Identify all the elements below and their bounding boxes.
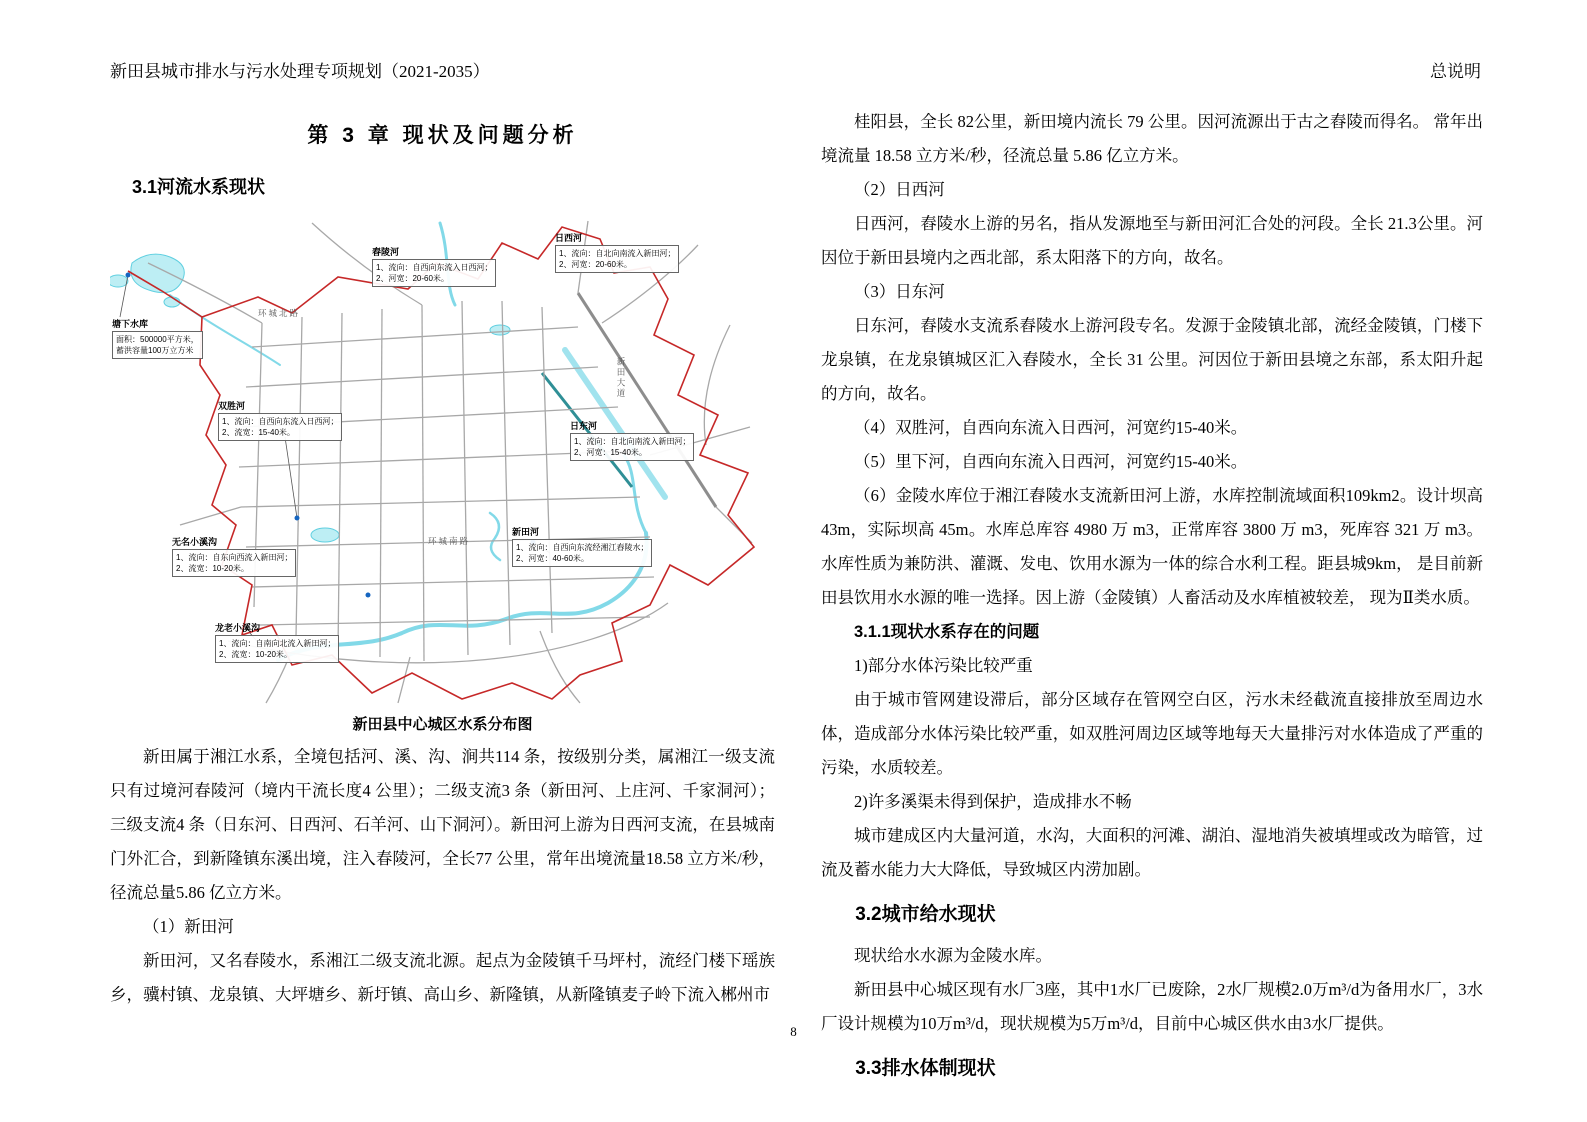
water-system-map-figure <box>110 205 775 734</box>
map-annotation-chunlinghe <box>372 245 496 287</box>
map-annotation-line: 1、流向：自北向南流入新田河； <box>559 249 676 258</box>
map-annotation-line: 面积：500000平方米， <box>116 335 199 344</box>
paragraph-problem-1: 由于城市管网建设滞后，部分区域存在管网空白区，污水未经截流直接排放至周边水体，造成部分水体污染比较严重，如双胜河周边区域等地每天大量排污对水体造成了严重的污染，水质较差。 <box>821 690 1483 777</box>
map-annotation-box <box>172 549 296 577</box>
paragraph-problem-2: 城市建成区内大量河道，水沟，大面积的河滩、湖泊、湿地消失被填埋或改为暗管，过流及蓄水能力大大降低，导致城区内涝加剧。 <box>821 826 1483 879</box>
problem-2-heading: 2)许多溪渠未得到保护，造成排水不畅 <box>854 792 1132 811</box>
map-annotation-box <box>555 245 679 273</box>
map-annotation-line: 1、流向：自西向东流经湘江舂陵水； <box>516 543 649 552</box>
item-5-lixiahe: （5）里下河，自西向东流入日西河，河宽约15-40米。 <box>854 452 1248 471</box>
item-heading-1-xintianhe: （1）新田河 <box>143 917 234 936</box>
right-column <box>821 105 1483 1093</box>
paragraph-xintianhe: 新田河，又名春陵水，系湘江二级支流北源。起点为金陵镇千马坪村，流经门楼下瑶族乡，骥村镇、龙泉镇、大坪塘乡、新圩镇、高山乡、新隆镇，从新隆镇麦子岭下流入郴州市 <box>110 951 775 1004</box>
map-annotation-title: 舂陵河 <box>372 247 400 257</box>
map-annotation-box <box>512 539 652 567</box>
map-annotation-title: 塘下水库 <box>112 319 149 329</box>
paragraph-guiyang-continuation: 桂阳县，全长 82公里，新田境内流长 79 公里。因河流源出于古之舂陵而得名。 常年出境流量 18.58 立方米/秒，径流总量 5.86 亿立方米。 <box>821 112 1483 165</box>
item-4-shuangshenghe: （4）双胜河，自西向东流入日西河，河宽约15-40米。 <box>854 418 1248 437</box>
header-right-label: 总说明 <box>1430 62 1481 81</box>
map-annotation-line: 1、流向：自西向东流入日西河； <box>222 417 339 426</box>
map-annotation-line: 2、流宽：15-40米。 <box>222 428 295 437</box>
section-heading-3-1: 3.1河流水系现状 <box>132 177 266 197</box>
map-annotation-shuangshenghe <box>218 399 342 441</box>
map-annotation-rixihe <box>555 231 679 273</box>
map-annotation-title: 双胜河 <box>218 401 246 411</box>
map-annotation-line: 2、流宽：10-20米。 <box>176 564 249 573</box>
map-annotation-ridonghe <box>570 419 694 461</box>
item-heading-3-ridonghe: （3）日东河 <box>854 282 945 301</box>
header-left-title: 新田县城市排水与污水处理专项规划（2021-2035） <box>110 62 490 81</box>
map-annotation-tangxia-reservoir <box>112 317 203 359</box>
item-heading-2-rixihe: （2）日西河 <box>854 180 945 199</box>
chapter-title: 第 3 章 现状及问题分析 <box>307 124 578 147</box>
map-annotation-line: 2、河宽：20-60米。 <box>376 274 449 283</box>
road-label-south-ring: 环城南路 <box>428 536 471 546</box>
water-system-map <box>110 205 755 705</box>
map-annotation-line: 蓄洪容量100万立方米 <box>116 346 194 355</box>
item-6-jinling-reservoir: （6）金陵水库位于湘江舂陵水支流新田河上游，水库控制流域面积109km2。设计坝高43m，实际坝高 45m。水库总库容 4980 万 m3，正常库容 3800 万 m3，死库容 321 万 m3。水库性质为兼防洪、灌溉、发电、饮用水源为一体的综合水利工程。距县城9km， 是目前新田县饮用水水源的唯一选择。因上游（金陵镇）人畜活动及水库植被较差， 现为Ⅱ类水质。 <box>821 486 1483 607</box>
map-annotation-line: 1、流向：自东向西流入新田河； <box>176 553 293 562</box>
map-annotation-longlao-creek <box>215 621 339 663</box>
map-annotation-line: 1、流向：自西向东流入日西河； <box>376 263 493 272</box>
map-caption: 新田县中心城区水系分布图 <box>352 716 533 733</box>
map-annotation-title: 无名小溪沟 <box>172 537 218 547</box>
map-annotation-line: 2、河宽：20-60米。 <box>559 260 632 269</box>
page-header <box>110 57 1481 82</box>
map-annotation-xintianhe <box>512 525 652 567</box>
map-annotation-title: 新田河 <box>512 527 540 537</box>
map-annotation-line: 2、流宽：10-20米。 <box>219 650 292 659</box>
section-heading-3-2: 3.2城市给水现状 <box>855 904 996 925</box>
map-annotation-box <box>218 413 342 441</box>
problem-1-heading: 1)部分水体污染比较严重 <box>854 656 1033 675</box>
paragraph-ridonghe: 日东河，舂陵水支流系舂陵水上游河段专名。发源于金陵镇北部，流经金陵镇，门楼下龙泉镇，在龙泉镇城区汇入舂陵水，全长 31 公里。河因位于新田县境之东部，系太阳升起的方向，故名。 <box>821 316 1483 403</box>
map-annotation-title: 日东河 <box>570 421 598 431</box>
left-column <box>110 105 775 1093</box>
map-annotation-title: 龙老小溪沟 <box>215 623 261 633</box>
paragraph-overview: 新田属于湘江水系，全境包括河、溪、沟、涧共114 条，按级别分类，属湘江一级支流只有过境河春陵河（境内干流长度4 公里）；二级支流3 条（新田河、上庄河、千家洞河）；三级支流4 条（日东河、日西河、石羊河、山下洞河）。新田河上游为日西河支流，在县城南门外汇合，到新隆镇东溪出境，注入春陵河，全长77 公里，常年出境流量18.58 立方米/秒，径流总量5.86 亿立方米。 <box>110 747 775 902</box>
section-heading-3-1-1: 3.1.1现状水系存在的问题 <box>854 623 1040 641</box>
road-label-xintian-avenue: 新田大道 <box>616 357 626 399</box>
map-annotation-box <box>372 259 496 287</box>
page-number: 8 <box>790 1024 797 1039</box>
two-column-layout <box>110 105 1483 1093</box>
section-heading-3-3: 3.3排水体制现状 <box>855 1058 996 1079</box>
map-annotation-wuming-creek <box>172 535 296 577</box>
map-annotation-line: 1、流向：自北向南流入新田河； <box>574 437 691 446</box>
paragraph-water-plants: 新田县中心城区现有水厂3座，其中1水厂已废除，2水厂规模2.0万m³/d为备用水厂，3水厂设计规模为10万m³/d，现状规模为5万m³/d，目前中心城区供水由3水厂提供。 <box>821 980 1483 1033</box>
map-annotation-line: 2、河宽：40-60米。 <box>516 554 589 563</box>
map-annotation-box <box>112 331 203 359</box>
map-annotation-line: 1、流向：自南向北流入新田河； <box>219 639 336 648</box>
road-label-north-ring: 环城北路 <box>258 308 301 318</box>
map-annotation-box <box>215 635 339 663</box>
map-annotation-line: 2、河宽：15-40米。 <box>574 448 647 457</box>
paragraph-rixihe: 日西河，舂陵水上游的另名，指从发源地至与新田河汇合处的河段。全长 21.3公里。河因位于新田县境内之西北部，系太阳落下的方向，故名。 <box>821 214 1483 267</box>
map-annotation-title: 日西河 <box>555 233 583 243</box>
paragraph-water-source: 现状给水水源为金陵水库。 <box>854 946 1052 965</box>
map-annotation-box <box>570 433 694 461</box>
